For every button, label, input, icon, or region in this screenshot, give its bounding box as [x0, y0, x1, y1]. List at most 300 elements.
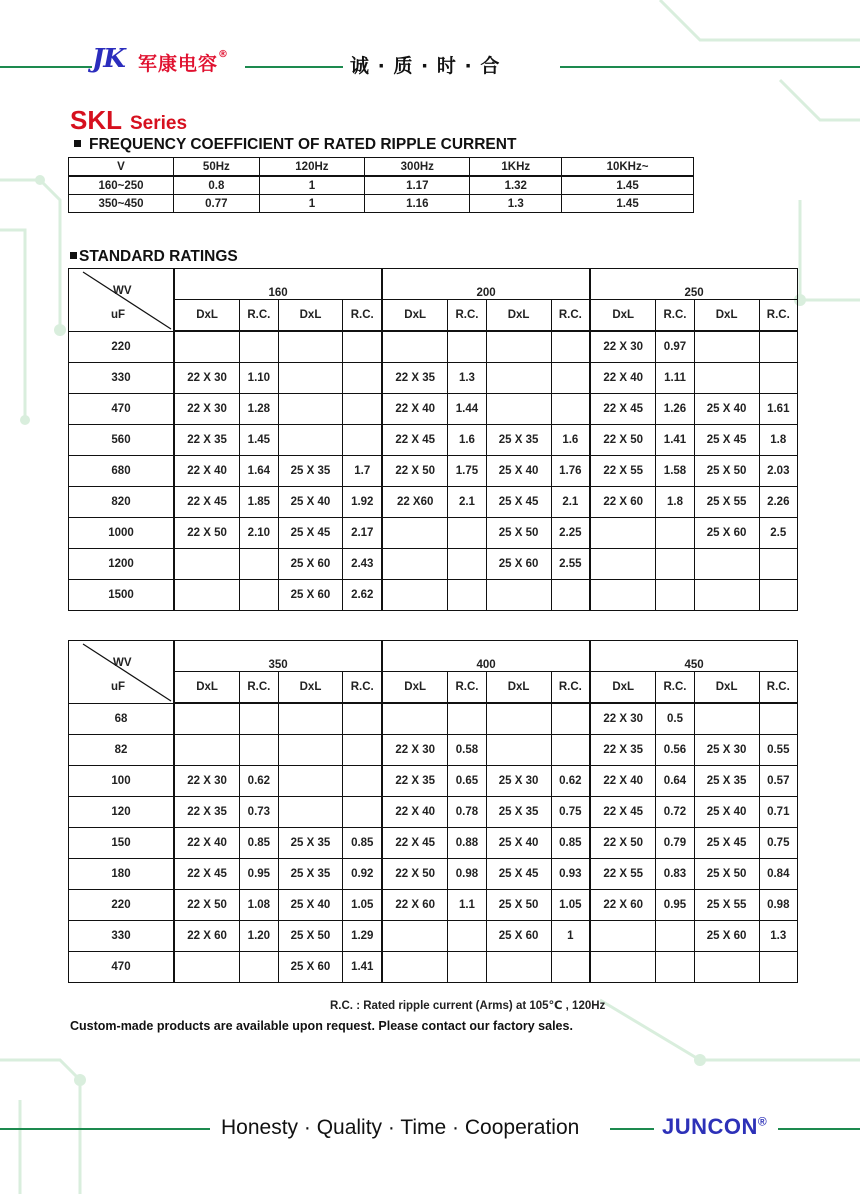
freq-header-cell: V: [69, 158, 174, 177]
rc-header: R.C.: [759, 672, 797, 704]
capacitance-cell: 470: [69, 394, 175, 425]
dxl-header: DxL: [278, 672, 343, 704]
dxl-cell: 25 X 40: [278, 487, 343, 518]
rc-cell: 1.08: [240, 890, 278, 921]
dxl-cell: 22 X 30: [174, 766, 240, 797]
rc-cell: 1.64: [240, 456, 278, 487]
rc-cell: 1.41: [656, 425, 694, 456]
rc-cell: [448, 952, 486, 983]
dxl-cell: 22 X 30: [382, 735, 448, 766]
dxl-cell: [278, 735, 343, 766]
rc-header: R.C.: [551, 672, 590, 704]
dxl-cell: [382, 549, 448, 580]
dxl-cell: 25 X 45: [278, 518, 343, 549]
frequency-row: [69, 195, 694, 213]
dxl-header: DxL: [382, 672, 448, 704]
dxl-header: DxL: [382, 300, 448, 332]
dxl-cell: [382, 580, 448, 611]
rc-cell: 1.8: [656, 487, 694, 518]
dxl-cell: [694, 549, 759, 580]
dxl-cell: 22 X 40: [174, 456, 240, 487]
rc-cell: 0.84: [759, 859, 797, 890]
bullet-square: [74, 140, 81, 147]
dxl-cell: 25 X 45: [486, 859, 551, 890]
rc-cell: 0.58: [448, 735, 486, 766]
rc-cell: 1.05: [343, 890, 382, 921]
dxl-cell: 22 X 30: [590, 703, 656, 735]
rc-cell: 0.65: [448, 766, 486, 797]
table-row: [69, 518, 798, 549]
rc-cell: [759, 331, 797, 363]
dxl-cell: 25 X 35: [278, 828, 343, 859]
table-row: [69, 766, 798, 797]
freq-cell: 1.3: [470, 195, 562, 213]
rc-cell: 2.17: [343, 518, 382, 549]
column-header-row: [69, 300, 798, 332]
dxl-cell: [486, 703, 551, 735]
rc-cell: 1.7: [343, 456, 382, 487]
capacitance-cell: 82: [69, 735, 175, 766]
rc-cell: [656, 549, 694, 580]
capacitance-cell: 1200: [69, 549, 175, 580]
rc-cell: 2.55: [551, 549, 590, 580]
dxl-cell: 22 X 45: [382, 425, 448, 456]
rc-cell: 2.26: [759, 487, 797, 518]
voltage-group-450: 450: [590, 641, 797, 672]
rc-cell: [759, 363, 797, 394]
dxl-header: DxL: [278, 300, 343, 332]
dxl-cell: 25 X 60: [486, 921, 551, 952]
rc-cell: 1.20: [240, 921, 278, 952]
dxl-cell: 25 X 55: [694, 487, 759, 518]
rc-cell: 0.72: [656, 797, 694, 828]
capacitance-cell: 100: [69, 766, 175, 797]
brand-name-cn-text: 军康电容: [138, 53, 219, 75]
rc-cell: 1.10: [240, 363, 278, 394]
rc-cell: [759, 580, 797, 611]
rc-header: R.C.: [656, 672, 694, 704]
dxl-cell: 22 X 45: [174, 487, 240, 518]
table-row: [69, 394, 798, 425]
rc-cell: [656, 518, 694, 549]
rc-cell: [551, 735, 590, 766]
dxl-cell: [590, 518, 656, 549]
rc-cell: 0.97: [656, 331, 694, 363]
dxl-cell: 25 X 60: [278, 952, 343, 983]
dxl-cell: 25 X 45: [694, 828, 759, 859]
rc-header: R.C.: [343, 300, 382, 332]
series-code: SKL: [70, 105, 122, 135]
dxl-cell: 25 X 35: [278, 859, 343, 890]
rc-header: R.C.: [240, 300, 278, 332]
dxl-cell: 22 X 45: [382, 828, 448, 859]
rc-cell: [343, 735, 382, 766]
rc-cell: 1: [551, 921, 590, 952]
rc-cell: [551, 580, 590, 611]
freq-cell: 1.17: [365, 176, 470, 195]
rc-cell: 1.28: [240, 394, 278, 425]
bullet-square: [70, 252, 77, 259]
dxl-cell: 22 X 40: [590, 363, 656, 394]
dxl-cell: [486, 394, 551, 425]
footer-rule-right: [778, 1128, 860, 1130]
voltage-group-250: 250: [590, 269, 797, 300]
rc-cell: 2.5: [759, 518, 797, 549]
uf-label: uF: [111, 309, 126, 321]
dxl-cell: [278, 797, 343, 828]
rc-cell: [240, 703, 278, 735]
rc-header: R.C.: [240, 672, 278, 704]
rc-cell: [343, 363, 382, 394]
rc-cell: 1.6: [551, 425, 590, 456]
rc-cell: [759, 703, 797, 735]
rc-cell: 0.57: [759, 766, 797, 797]
rc-cell: 0.79: [656, 828, 694, 859]
dxl-cell: [174, 735, 240, 766]
frequency-section-title: [74, 136, 516, 154]
table-row: [69, 859, 798, 890]
freq-cell: 1: [259, 176, 364, 195]
freq-cell: 1.16: [365, 195, 470, 213]
rc-header: R.C.: [448, 672, 486, 704]
dxl-cell: 22 X 55: [590, 456, 656, 487]
voltage-group-200: 200: [382, 269, 590, 300]
frequency-title-text: FREQUENCY COEFFICIENT OF RATED RIPPLE CURRENT: [89, 136, 517, 153]
rc-cell: 2.1: [551, 487, 590, 518]
dxl-cell: 25 X 40: [694, 797, 759, 828]
header-rule-left: [0, 66, 92, 68]
wv-uf-corner-cell: [69, 269, 175, 332]
rc-cell: [656, 952, 694, 983]
rc-cell: 0.93: [551, 859, 590, 890]
freq-header-cell: 300Hz: [365, 158, 470, 177]
rc-cell: [240, 735, 278, 766]
rc-cell: [448, 331, 486, 363]
freq-cell: 350~450: [69, 195, 174, 213]
rc-cell: 0.95: [240, 859, 278, 890]
dxl-header: DxL: [590, 672, 656, 704]
dxl-cell: [694, 363, 759, 394]
rc-cell: [656, 580, 694, 611]
capacitance-cell: 1000: [69, 518, 175, 549]
rc-cell: 0.62: [240, 766, 278, 797]
rc-cell: [448, 921, 486, 952]
rc-cell: [551, 703, 590, 735]
dxl-header: DxL: [486, 300, 551, 332]
dxl-cell: [174, 549, 240, 580]
freq-cell: 160~250: [69, 176, 174, 195]
rc-cell: [343, 703, 382, 735]
capacitance-cell: 150: [69, 828, 175, 859]
rc-header: R.C.: [656, 300, 694, 332]
rc-cell: 0.85: [343, 828, 382, 859]
capacitance-cell: 820: [69, 487, 175, 518]
dxl-header: DxL: [694, 300, 759, 332]
rc-cell: [343, 331, 382, 363]
rc-cell: [448, 518, 486, 549]
rc-cell: 1.26: [656, 394, 694, 425]
rc-cell: 1.3: [448, 363, 486, 394]
uf-label: uF: [111, 681, 126, 693]
dxl-cell: [590, 580, 656, 611]
rc-cell: 1.44: [448, 394, 486, 425]
rc-cell: 0.75: [551, 797, 590, 828]
dxl-header: DxL: [694, 672, 759, 704]
dxl-cell: [382, 952, 448, 983]
table-row: [69, 331, 798, 363]
dxl-cell: [382, 331, 448, 363]
header-rule-middle: [245, 66, 343, 68]
rc-cell: 0.5: [656, 703, 694, 735]
table-row: [69, 549, 798, 580]
rc-cell: [240, 549, 278, 580]
table-row: [69, 828, 798, 859]
wv-uf-corner-cell: [69, 641, 175, 704]
dxl-cell: 22 X 35: [382, 363, 448, 394]
footer-rule-middle: [610, 1128, 654, 1130]
header-rule-right: [560, 66, 860, 68]
dxl-cell: 22 X 50: [382, 456, 448, 487]
rc-cell: 0.78: [448, 797, 486, 828]
rc-cell: [343, 797, 382, 828]
dxl-cell: [278, 703, 343, 735]
rc-cell: 0.71: [759, 797, 797, 828]
freq-header-cell: 50Hz: [174, 158, 260, 177]
dxl-cell: 22 X 40: [174, 828, 240, 859]
dxl-cell: 25 X 30: [486, 766, 551, 797]
dxl-cell: 25 X 35: [486, 425, 551, 456]
rc-cell: 2.25: [551, 518, 590, 549]
dxl-cell: 22 X 50: [174, 518, 240, 549]
freq-header-cell: 10KHz~: [562, 158, 694, 177]
rc-cell: [448, 703, 486, 735]
freq-header-cell: 1KHz: [470, 158, 562, 177]
rc-cell: [448, 580, 486, 611]
dxl-cell: [590, 549, 656, 580]
rc-cell: 0.75: [759, 828, 797, 859]
motto-cn: 诚 · 质 · 时 · 合: [350, 55, 501, 77]
dxl-cell: 22 X 35: [590, 735, 656, 766]
footer-rule-left: [0, 1128, 210, 1130]
dxl-cell: 25 X 50: [486, 890, 551, 921]
dxl-cell: [694, 580, 759, 611]
table-row: [69, 735, 798, 766]
dxl-cell: 25 X 40: [694, 394, 759, 425]
rc-cell: 2.1: [448, 487, 486, 518]
rc-cell: 1.05: [551, 890, 590, 921]
rc-header: R.C.: [759, 300, 797, 332]
footer-brand-name: JUNCON: [662, 1114, 758, 1139]
rc-header: R.C.: [448, 300, 486, 332]
dxl-cell: 25 X 35: [486, 797, 551, 828]
dxl-cell: 22 X 40: [382, 394, 448, 425]
dxl-cell: [174, 703, 240, 735]
footer-brand: [662, 1114, 767, 1140]
ratings-table-160-250: [68, 268, 798, 611]
rc-cell: [551, 394, 590, 425]
dxl-cell: [486, 331, 551, 363]
capacitance-cell: 680: [69, 456, 175, 487]
wv-label: WV: [113, 657, 132, 669]
dxl-cell: [174, 580, 240, 611]
capacitance-cell: 560: [69, 425, 175, 456]
rc-cell: 0.64: [656, 766, 694, 797]
rc-cell: [551, 331, 590, 363]
dxl-cell: 25 X 60: [278, 549, 343, 580]
dxl-cell: [486, 363, 551, 394]
dxl-cell: 22 X 50: [590, 425, 656, 456]
voltage-group-160: 160: [174, 269, 382, 300]
dxl-cell: 22 X 30: [174, 394, 240, 425]
capacitance-cell: 470: [69, 952, 175, 983]
dxl-cell: 22 X 45: [174, 859, 240, 890]
capacitance-cell: 1500: [69, 580, 175, 611]
series-title: [70, 105, 187, 136]
table-row: [69, 952, 798, 983]
rc-cell: 0.88: [448, 828, 486, 859]
rc-cell: 0.56: [656, 735, 694, 766]
dxl-cell: 25 X 60: [278, 580, 343, 611]
rc-cell: 2.43: [343, 549, 382, 580]
freq-header-cell: 120Hz: [259, 158, 364, 177]
rc-cell: 0.98: [448, 859, 486, 890]
rc-cell: [240, 952, 278, 983]
footer-motto: Honesty · Quality · Time · Cooperation: [221, 1116, 580, 1139]
dxl-cell: 25 X 50: [694, 859, 759, 890]
rc-cell: 1.41: [343, 952, 382, 983]
freq-cell: 1.45: [562, 176, 694, 195]
rc-cell: [240, 580, 278, 611]
voltage-header-row: [69, 641, 798, 672]
rc-cell: 0.85: [551, 828, 590, 859]
capacitance-cell: 68: [69, 703, 175, 735]
frequency-row: [69, 176, 694, 195]
dxl-cell: [382, 518, 448, 549]
dxl-header: DxL: [174, 300, 240, 332]
freq-cell: 0.8: [174, 176, 260, 195]
dxl-cell: 25 X 35: [278, 456, 343, 487]
dxl-header: DxL: [590, 300, 656, 332]
dxl-cell: 25 X 60: [486, 549, 551, 580]
brand-logo-mark: JK: [92, 44, 125, 74]
dxl-cell: 22 X 60: [590, 487, 656, 518]
dxl-cell: [278, 394, 343, 425]
rc-cell: 1.1: [448, 890, 486, 921]
dxl-cell: [174, 952, 240, 983]
corner-diagonal: [69, 269, 173, 331]
frequency-coefficient-table: [68, 157, 694, 213]
dxl-cell: 22 X 60: [590, 890, 656, 921]
freq-cell: 1.45: [562, 195, 694, 213]
dxl-cell: 25 X 50: [694, 456, 759, 487]
dxl-header: DxL: [174, 672, 240, 704]
frequency-header-row: [69, 158, 694, 177]
rc-cell: 1.11: [656, 363, 694, 394]
rc-cell: [551, 363, 590, 394]
rc-cell: [343, 766, 382, 797]
capacitance-cell: 180: [69, 859, 175, 890]
rc-cell: 1.3: [759, 921, 797, 952]
rc-cell: [759, 549, 797, 580]
dxl-cell: 22 X 50: [590, 828, 656, 859]
rc-cell: 0.95: [656, 890, 694, 921]
rc-cell: 1.8: [759, 425, 797, 456]
dxl-cell: 22 X 35: [382, 766, 448, 797]
rc-cell: [551, 952, 590, 983]
dxl-header: DxL: [486, 672, 551, 704]
dxl-cell: 25 X 40: [486, 828, 551, 859]
custom-made-note: Custom-made products are available upon request. Please contact our factory sales.: [70, 1019, 573, 1033]
freq-cell: 1: [259, 195, 364, 213]
dxl-cell: [590, 921, 656, 952]
rc-cell: 1.45: [240, 425, 278, 456]
dxl-cell: 22 X60: [382, 487, 448, 518]
rc-cell: 1.6: [448, 425, 486, 456]
table-row: [69, 487, 798, 518]
rc-cell: 1.75: [448, 456, 486, 487]
ratings-section-title: [70, 248, 238, 266]
rc-cell: 0.83: [656, 859, 694, 890]
dxl-cell: 22 X 50: [174, 890, 240, 921]
freq-cell: 1.32: [470, 176, 562, 195]
rc-cell: [240, 331, 278, 363]
dxl-cell: 25 X 45: [694, 425, 759, 456]
table-row: [69, 363, 798, 394]
dxl-cell: [278, 766, 343, 797]
rc-cell: 1.61: [759, 394, 797, 425]
brand-registered-mark: ®: [218, 49, 230, 60]
dxl-cell: 25 X 35: [694, 766, 759, 797]
corner-diagonal: [69, 641, 173, 703]
voltage-group-350: 350: [174, 641, 382, 672]
dxl-cell: [486, 952, 551, 983]
dxl-cell: 22 X 35: [174, 797, 240, 828]
ratings-table-350-450: [68, 640, 798, 983]
rc-header: R.C.: [343, 672, 382, 704]
dxl-cell: 22 X 45: [590, 797, 656, 828]
capacitance-cell: 330: [69, 363, 175, 394]
dxl-cell: [278, 425, 343, 456]
dxl-cell: 22 X 40: [590, 766, 656, 797]
voltage-header-row: [69, 269, 798, 300]
dxl-cell: 22 X 40: [382, 797, 448, 828]
dxl-cell: [694, 952, 759, 983]
table-row: [69, 580, 798, 611]
rc-header: R.C.: [551, 300, 590, 332]
rc-cell: 1.85: [240, 487, 278, 518]
capacitance-cell: 220: [69, 331, 175, 363]
dxl-cell: 22 X 30: [590, 331, 656, 363]
dxl-cell: [382, 921, 448, 952]
dxl-cell: 25 X 40: [486, 456, 551, 487]
rc-cell: 0.73: [240, 797, 278, 828]
dxl-cell: [694, 331, 759, 363]
capacitance-cell: 220: [69, 890, 175, 921]
dxl-cell: [694, 703, 759, 735]
column-header-row: [69, 672, 798, 704]
dxl-cell: 22 X 55: [590, 859, 656, 890]
table-row: [69, 921, 798, 952]
voltage-group-400: 400: [382, 641, 590, 672]
rc-cell: 0.55: [759, 735, 797, 766]
dxl-cell: 22 X 50: [382, 859, 448, 890]
rc-cell: 0.98: [759, 890, 797, 921]
rc-cell: 1.76: [551, 456, 590, 487]
dxl-cell: 25 X 60: [694, 921, 759, 952]
dxl-cell: 22 X 60: [382, 890, 448, 921]
dxl-cell: [174, 331, 240, 363]
capacitance-cell: 330: [69, 921, 175, 952]
